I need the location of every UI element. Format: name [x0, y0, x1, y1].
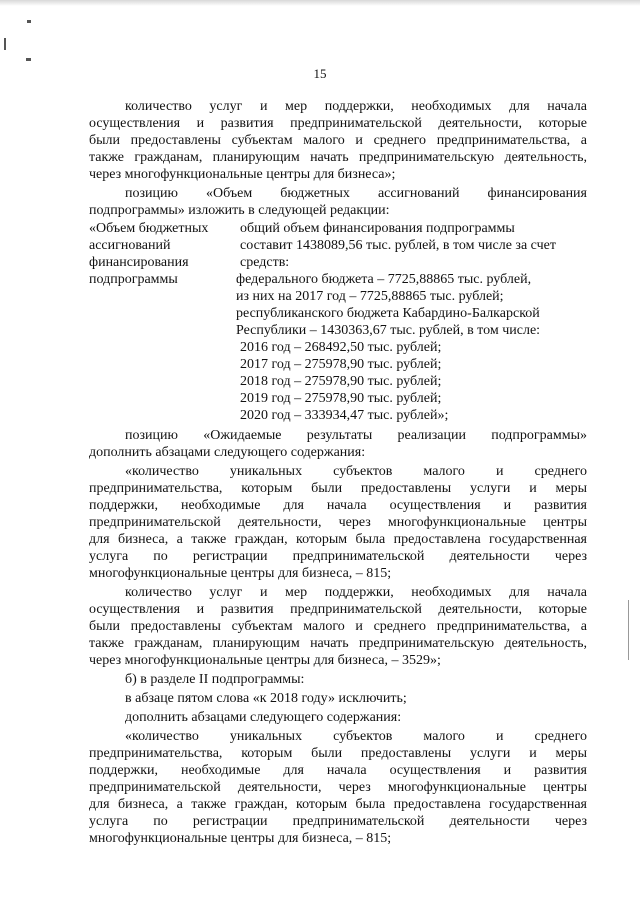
paragraph-line: осуществления и развития предпринимательской деятельности, которые [89, 602, 587, 617]
paragraph-line: дополнить абзацами следующего содержания: [125, 710, 402, 725]
paragraph-line: «количество уникальных субъектов малого и среднего [125, 729, 587, 744]
paragraph-line: количество услуг и мер поддержки, необходимых для начала [125, 99, 587, 114]
year-line: 2019 год – 275978,90 тыс. рублей; [240, 391, 442, 406]
scan-mark [628, 600, 629, 660]
paragraph-line: предпринимательства, которым были предоставлены услуги и меры [89, 746, 587, 761]
paragraph-line: услуга по регистрации предпринимательской деятельности через [89, 814, 587, 829]
paragraph-line: также гражданам, планирующим начать предпринимательскую деятельность, [89, 150, 587, 165]
table-left-cell: ассигнований [89, 238, 171, 253]
paragraph-line: были предоставлены субъектам малого и среднего предпринимательства, а [89, 619, 587, 634]
paragraph-line: осуществления и развития предпринимательской деятельности, которые [89, 116, 587, 131]
table-right-line: федерального бюджета – 7725,88865 тыс. рублей, [236, 272, 532, 287]
paragraph-line: позицию «Объем бюджетных ассигнований финансирования [125, 186, 587, 201]
paragraph-line: также гражданам, планирующим начать предпринимательскую деятельность, [89, 636, 587, 651]
scan-mark [27, 20, 31, 23]
table-left-cell: финансирования [89, 255, 189, 270]
table-right-line: из них на 2017 год – 7725,88865 тыс. рублей; [236, 289, 504, 304]
paragraph-line: предпринимательской деятельности, через многофункциональные центры [89, 515, 587, 530]
table-right-line: республиканского бюджета Кабардино-Балкарской [236, 306, 540, 321]
paragraph-line: многофункциональные центры для бизнеса, – 815; [89, 831, 392, 846]
scan-edge [0, 0, 640, 6]
paragraph-line: через многофункциональные центры для бизнеса, – 3529»; [89, 653, 441, 668]
paragraph-line: дополнить абзацами следующего содержания: [89, 445, 366, 460]
table-left-cell: подпрограммы [89, 272, 178, 287]
paragraph-line: для бизнеса, а также граждан, которым была предоставлена государственная [89, 797, 587, 812]
paragraph-line: поддержки, необходимые для начала осуществления и развития [89, 498, 587, 513]
year-line: 2018 год – 275978,90 тыс. рублей; [240, 374, 442, 389]
table-left-cell: «Объем бюджетных [89, 221, 209, 236]
paragraph-line: б) в разделе II подпрограммы: [125, 672, 305, 687]
paragraph-line: предпринимательской деятельности, через многофункциональные центры [89, 780, 587, 795]
page-number: 15 [313, 66, 327, 81]
paragraph-line: «количество уникальных субъектов малого и среднего [125, 464, 587, 479]
table-right-line: средств: [240, 255, 290, 270]
paragraph-line: услуга по регистрации предпринимательской деятельности через [89, 549, 587, 564]
paragraph-line: многофункциональные центры для бизнеса, – 815; [89, 566, 392, 581]
paragraph-line: в абзаце пятом слова «к 2018 году» исключить; [125, 691, 407, 706]
scan-mark [26, 58, 31, 61]
scan-mark [4, 38, 6, 50]
table-right-line: составит 1438089,56 тыс. рублей, в том числе за счет [240, 238, 556, 253]
paragraph-line: предпринимательства, которым были предоставлены услуги и меры [89, 481, 587, 496]
paragraph-line: через многофункциональные центры для бизнеса»; [89, 167, 396, 182]
table-right-line: Республики – 1430363,67 тыс. рублей, в том числе: [236, 323, 541, 338]
paragraph-line: для бизнеса, а также граждан, которым была предоставлена государственная [89, 532, 587, 547]
paragraph-line: позицию «Ожидаемые результаты реализации подпрограммы» [125, 428, 587, 443]
paragraph-line: подпрограммы» изложить в следующей редакции: [89, 203, 390, 218]
table-right-line: общий объем финансирования подпрограммы [240, 221, 515, 236]
paragraph-line: поддержки, необходимые для начала осуществления и развития [89, 763, 587, 778]
year-line: 2016 год – 268492,50 тыс. рублей; [240, 340, 442, 355]
paragraph-line: количество услуг и мер поддержки, необходимых для начала [125, 585, 587, 600]
paragraph-line: были предоставлены субъектам малого и среднего предпринимательства, а [89, 133, 587, 148]
year-line: 2017 год – 275978,90 тыс. рублей; [240, 357, 442, 372]
year-line: 2020 год – 333934,47 тыс. рублей»; [240, 408, 449, 423]
